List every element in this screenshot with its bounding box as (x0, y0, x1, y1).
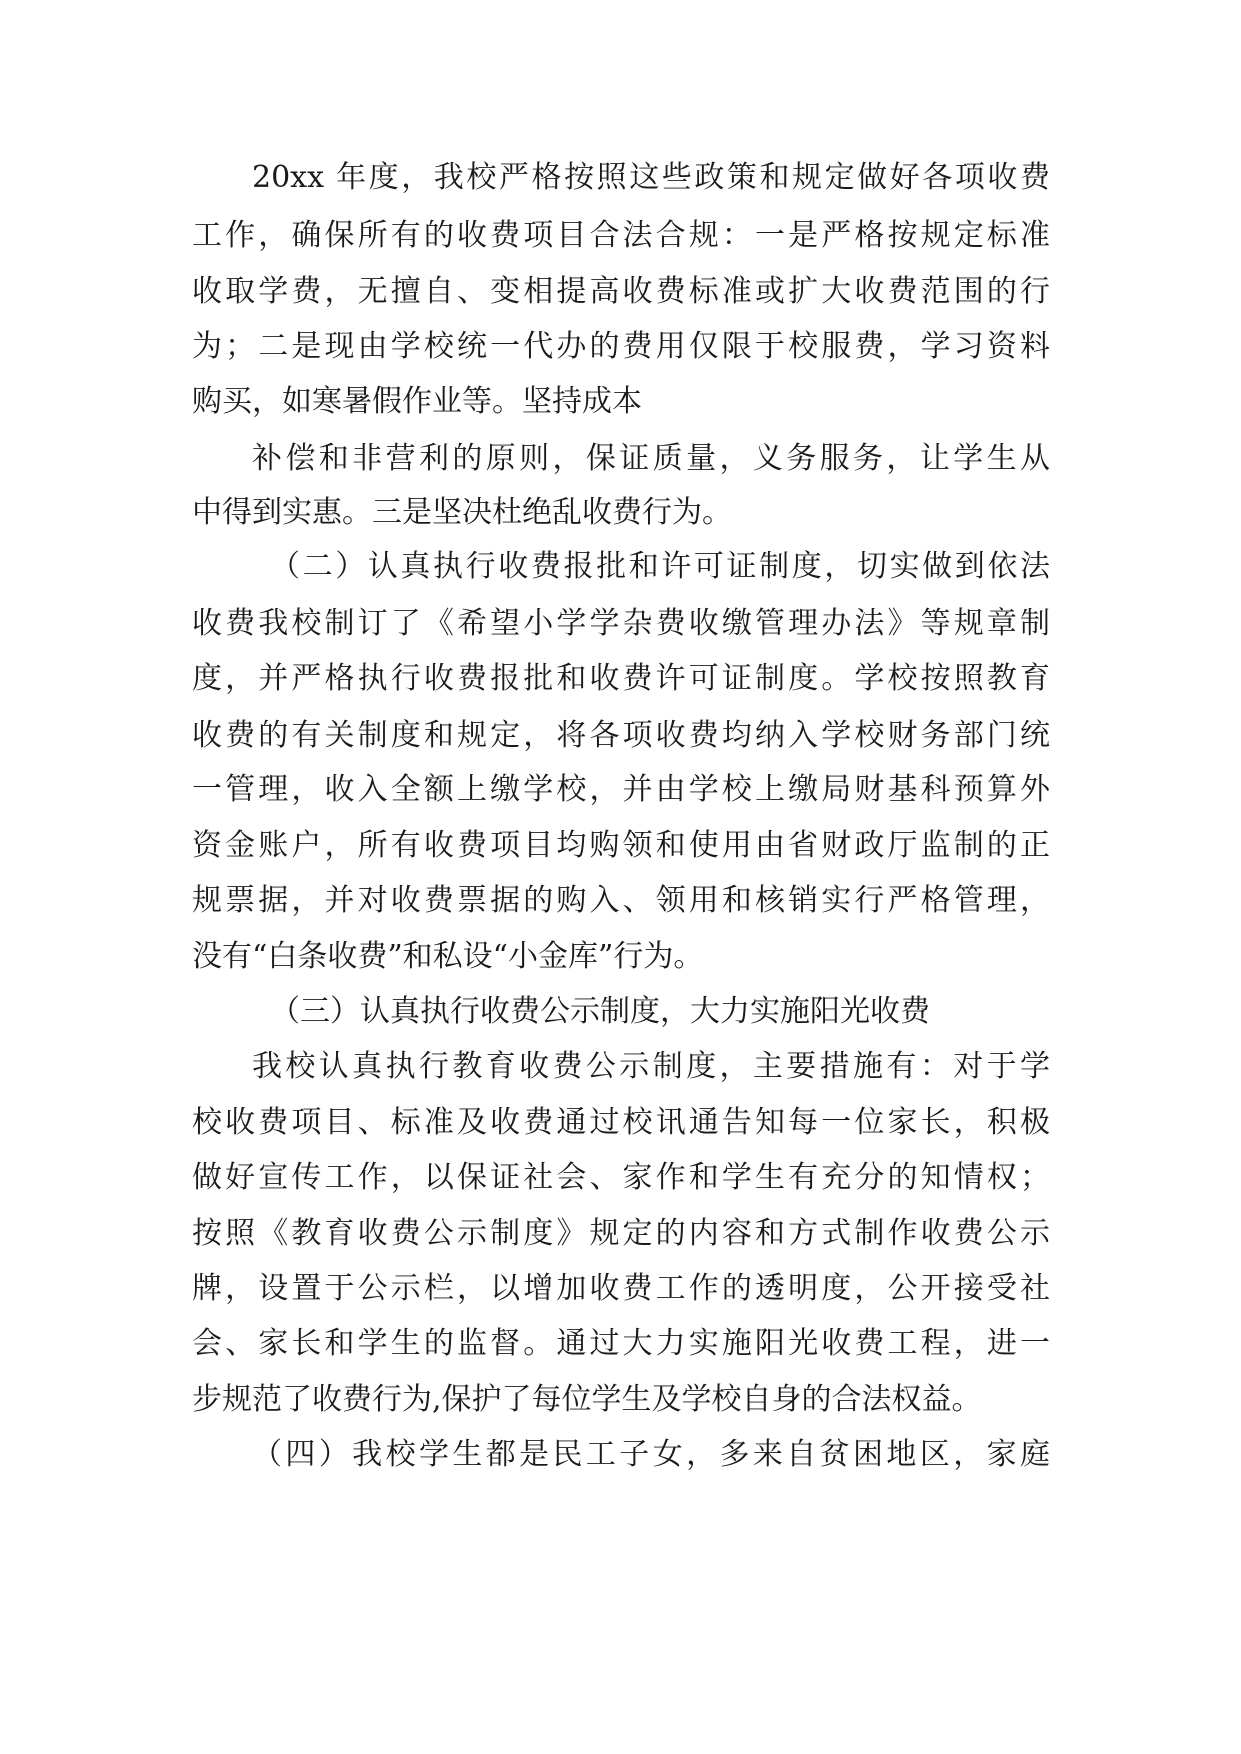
text-line: 会、家长和学生的监督。通过大力实施阳光收费工程，进一 (192, 1326, 1050, 1361)
text-line: 没有“白条收费”和私设“小金库”行为。 (192, 939, 704, 974)
text-line: 收费我校制订了《希望小学学杂费收缴管理办法》等规章制 (192, 606, 1050, 641)
text-line: 20xx 年度，我校严格按照这些政策和规定做好各项收费 (252, 160, 1050, 195)
text-line: 做好宣传工作，以保证社会、家作和学生有充分的知情权； (192, 1160, 1050, 1195)
text-line: 资金账户，所有收费项目均购领和使用由省财政厅监制的正 (192, 828, 1050, 863)
text-line: 一管理，收入全额上缴学校，并由学校上缴局财基科预算外 (192, 772, 1050, 807)
text-line: 牌，设置于公示栏，以增加收费工作的透明度，公开接受社 (192, 1271, 1050, 1306)
text-line: 为；二是现由学校统一代办的费用仅限于校服费，学习资料 (192, 329, 1050, 364)
text-line: 校收费项目、标准及收费通过校讯通告知每一位家长，积极 (192, 1105, 1050, 1140)
text-line: 我校认真执行教育收费公示制度，主要措施有：对于学 (252, 1049, 1050, 1084)
text-line: 收取学费，无擅自、变相提高收费标准或扩大收费范围的行 (192, 274, 1050, 309)
section-heading: （三）认真执行收费公示制度，大力实施阳光收费 (270, 994, 930, 1029)
text-line: 收费的有关制度和规定，将各项收费均纳入学校财务部门统 (192, 718, 1050, 753)
text-line: 工作，确保所有的收费项目合法合规：一是严格按规定标准 (192, 218, 1050, 253)
text-line: 步规范了收费行为,保护了每位学生及学校自身的合法权益。 (192, 1382, 982, 1417)
text-line: 度，并严格执行收费报批和收费许可证制度。学校按照教育 (192, 661, 1050, 696)
text-line: 补偿和非营利的原则，保证质量，义务服务，让学生从 (252, 441, 1050, 476)
text-line: 购买，如寒暑假作业等。坚持成本 (192, 384, 642, 419)
text-line: 按照《教育收费公示制度》规定的内容和方式制作收费公示 (192, 1216, 1050, 1251)
text-line: 中得到实惠。三是坚决杜绝乱收费行为。 (192, 495, 732, 530)
text-line: （二）认真执行收费报批和许可证制度，切实做到依法 (270, 549, 1050, 584)
text-line: 规票据，并对收费票据的购入、领用和核销实行严格管理， (192, 883, 1050, 918)
text-line: （四）我校学生都是民工子女，多来自贫困地区，家庭 (252, 1437, 1050, 1472)
